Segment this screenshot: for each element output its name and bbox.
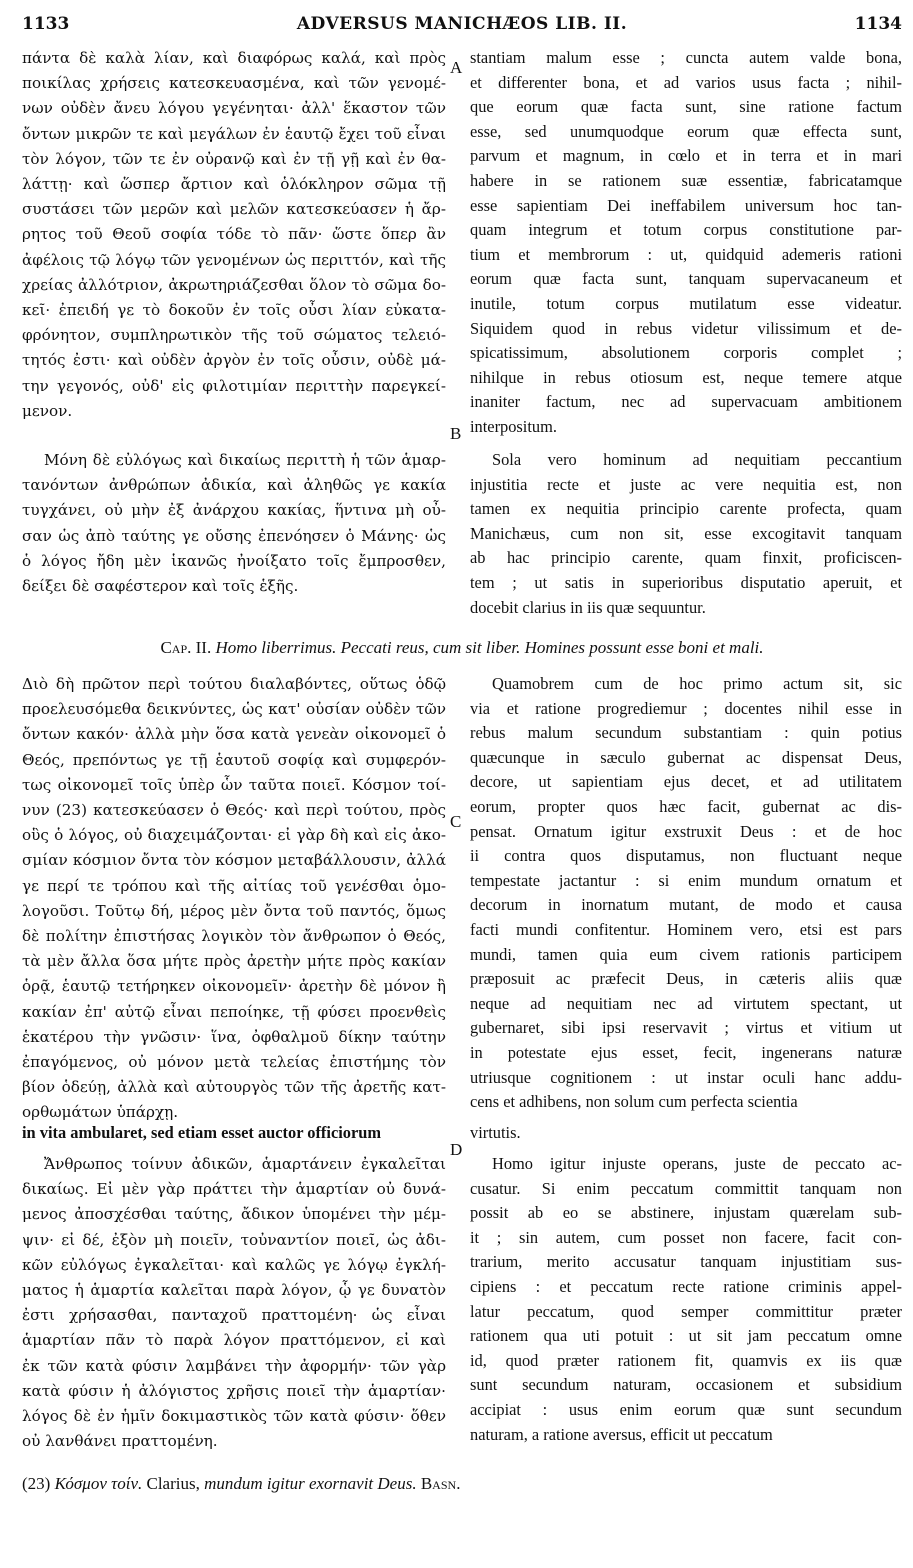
greek-column-4 [22,1152,446,1454]
running-header [22,14,902,38]
page-number-left: 1133 [22,14,70,34]
text-line: ἐκ τῶν κατὰ φύσιν λαμβάνει τὴν ἀφορμήν· τῶν γὰρ [22,1356,446,1375]
margin-marker-b: B [450,424,462,443]
greek-column-1 [22,46,446,424]
text-line: Θεός, πρεπόντως γε τῇ ἑαυτοῦ σοφίᾳ καὶ συμφερόν- [22,750,446,769]
text-line: rebus malum secundum substantiam : quin potius [470,723,902,743]
text-line: rationem qua uti potuit : ut sit jam peccatum omne [470,1326,902,1346]
text-line: Homo igitur injuste operans, juste de peccato ac- [492,1154,902,1173]
text-line: ματος ἡ ἁμαρτία καλεῖται παρὰ λόγον, ᾧ γε δυνατὸν [22,1281,446,1300]
text-line: parvum et magnum, in cœlo et in terra et in mari [470,146,902,166]
text-line: cens et adhibens, non solum cum perfecta scientia [470,1092,798,1112]
text-line: sunt secundum naturam, occasionem et subsidium [470,1375,902,1395]
text-line: Siquidem quod in rebus videtur vilissimum et de- [470,318,902,338]
spanning-line-left: in vita ambularet, sed etiam esset auctor officiorum [22,1123,382,1142]
text-line: τὰ μὲν ἄλλα ὅσα μήτε πρὸς ἀρετὴν μήτε πρὸς κακίαν [22,952,446,971]
text-line: tamen ex nequitia principio carente profecta, quam [470,499,902,519]
margin-marker-d: D [450,1140,463,1159]
chapter-summary: Homo liberrimus. Peccati reus, cum sit liber. Homines possunt esse boni et mali. [215,638,764,657]
text-line: Quamobrem cum de hoc primo actum sit, sic [492,674,902,693]
text-line: ρητος τοῦ Θεοῦ σοφία τόδε τὸ πᾶν· ὥστε ὅπερ ἂν [22,225,446,244]
text-line: id, quod præter rationem fit, quamvis ex iis quæ [470,1350,902,1370]
text-line: ὄντων κακόν· ἀλλὰ μὴν ὅσα κατὰ γενεὰν οἰκονομεῖ ὁ [22,725,446,744]
text-line: βίον ὁδεύῃ, ἀλλὰ καὶ αὐτουργὸς τῶν τῆς ἀρετῆς κατ- [22,1078,446,1097]
text-line: νυν (23) κατεσκεύασεν ὁ Θεός· καὶ περὶ τούτου, πρὸς [22,801,446,820]
text-line: νων οὐδὲν ἄνευ λόγου γεγένηται· ἀλλ' ἕκαστον τῶν [22,99,446,118]
text-line: injustitia recte et juste ac vere nequitia est, non [470,474,902,494]
text-line: quæcunque in sæculo gubernat ac dispensat Deus, [470,747,902,767]
text-line: φρόνητον, συμπληρωτικὸν τῆς τοῦ σώματος τελειό- [22,326,446,345]
margin-marker-a: A [450,58,463,77]
text-line: ἐστι χρήσασθαι, πανταχοῦ πραττομένη· ὡς εἶναι [22,1306,446,1325]
text-line: nihilque in rebus otiosum est, neque temere atque [470,367,902,387]
text-line: την γεγονός, οὐδ' εἰς φιλοτιμίαν περιττὴν παρεγκεί- [22,376,446,395]
text-line: it ; sin autem, cum posset non facere, facit con- [470,1227,902,1247]
text-line: τὸν λόγον, τῶν τε ἐν οὐρανῷ καὶ ἐν τῇ γῇ καὶ ἐν θα- [22,149,446,168]
text-line: neque ad nequitiam nec ad virtutem spectant, ut [470,993,902,1013]
running-title: ADVERSUS MANICHÆOS LIB. II. [296,14,628,34]
text-line: mundi, tamen quia eum civem rationis participem [470,944,902,964]
text-line: in potestate ejus esset, fecit, ingenerans naturæ [470,1042,902,1062]
text-line: ὁρᾷ, ἑαυτῷ τετήρηκεν οἰκονομεῖν· ἀρετὴν δὲ μόνον ἢ [22,977,446,996]
text-line: πάντα δὲ καλὰ λίαν, καὶ διαφόρως καλά, καὶ πρὸς [22,49,446,67]
text-line: habere in se rationem suæ essentiæ, fabricatamque [470,170,902,190]
text-line: tium et membrorum : ut, quidquid ademeris rationi [470,244,902,264]
text-line: ὁ λόγος ἤδη μὲν ἱκανῶς ἠνοίξατο τοῖς ἔμπροσθεν, [22,551,446,570]
text-line: naturam, a ratione aversus, efficit ut peccatum [470,1424,773,1444]
text-line: decore, ut sapientiam ejus decet, et ad utilitatem [470,772,902,792]
text-line: οὓς ὁ λόγος, οὐ διαχειμάζονται· εἰ γὰρ δὴ καὶ εἰς ἀκο- [22,826,446,845]
footnote-greek: Κόσμον τοίν. [54,1474,143,1493]
text-line: præposuit ac præfecit Deus, in cæteris aliis quæ [470,969,902,989]
text-line: et differenter bona, et ad varios usus facta ; nihil- [470,72,902,92]
text-line: ἐπαγόμενος, οὐ μόνον μετὰ τελείας ἐπιστήμης τὸν [22,1053,446,1072]
text-line: χρείας ἀλλότριον, ἀκρωτηριάζεσθαι ὅλον τὸ σῶμα δο- [22,275,446,294]
text-line: κεῖ· ἐπειδή γε τὸ δοκοῦν ἐν τοῖς οὖσι λίαν εὐκατα- [22,301,446,320]
text-line: δὲ πολίτην ἐπιστήσας λογικὸν τὸν ἄνθρωπον ὁ Θεός, [22,927,446,946]
footnote-source: Basn. [420,1474,461,1493]
text-line: utriusque cognitionem : ut instar oculi hanc addu- [470,1067,902,1087]
latin-column-3 [470,672,902,1115]
text-line: esse sapientiam Dei ineffabilem universum hoc tan- [470,195,902,215]
text-line: eorum quæ facta sunt, tanquam supervacaneum et [470,269,902,289]
text-line: ψιν· εἰ δέ, ἐξὸν μὴ ποιεῖν, τοὐναντίον ποιεῖ, ὡς ἀδι- [22,1230,446,1249]
text-line: accipiat : usus enim eorum quæ sunt secundum [470,1399,902,1419]
text-line: stantiam malum esse ; cuncta autem valde bona, [470,48,902,67]
text-line: λάττῃ· καὶ ὥσπερ ἄρτιον καὶ ὁλόκληρον σῶμα τῇ [22,175,446,194]
text-line: δείξει δὲ σαφέστερον καὶ τοῖς ἑξῆς. [22,577,299,596]
latin-column-2 [470,448,902,620]
footnote-italic: mundum igitur exornavit Deus. [204,1474,417,1493]
text-line: possit ab eo se abstinere, injustam quærelam sub- [470,1203,902,1223]
text-line: ii contra quos disputamus, non fluctuant neque [470,846,902,866]
text-line: ἀφέλοις τῷ λόγῳ τῶν γενομένων ὡς περιττόν, καὶ τῆς [22,250,446,269]
text-line: gubernaret, sibi ipsi reservavit ; virtus et vitium ut [470,1018,902,1038]
text-line: esse, sed unumquodque eorum quæ effecta sunt, [470,121,902,141]
text-line: μενος ἀποσχέσθαι ταύτης, ἄδικον ὑπομένει τὴν μέμ- [22,1205,446,1224]
text-line: κῶν εὐλόγως ἐγκαλεῖται· καὶ καλῶς γε λόγῳ ἐγκλή- [22,1255,446,1274]
text-line: facti mundi confitentur. Hominem vero, etsi est pars [470,919,902,939]
text-line: σμίαν κόσμιον ὄντα τὸν κόσμον μεταβάλλουσιν, ἀλλά [22,851,446,870]
text-line: κατὰ φύσιν ἡ ἀλόγιστος χρῆσις ποιεῖ τὴν ἁμαρτίαν· [22,1381,446,1400]
text-line: que eorum quæ facta sunt, sine ratione factum [470,97,902,117]
greek-column-3 [22,672,446,1126]
chapter-heading [22,638,902,658]
text-line: quam integrum et totum corpus constitutione par- [470,220,902,240]
text-line: ποικίλας χρήσεις κατεσκευασμένα, καὶ τῶν γενομέ- [22,74,446,93]
text-line: λογοῦσι. Τοῦτῳ δή, μέρος μὲν ὄντα τοῦ παντός, ὅμως [22,901,446,920]
text-line: tempestate jactantur : si enim mundum ornatum et [470,870,902,890]
text-line: cusatur. Si enim peccatum committit tanquam non [470,1178,902,1198]
text-line: inutile, totum corpus mutilatum esse videatur. [470,293,902,313]
text-line: ἑκατέρου τὴν γνῶσιν· ἵνα, ὀφθαλμοῦ δίκην ταύτην [22,1027,446,1046]
text-line: eorum, propter quos hæc facit, gubernat ac dis- [470,796,902,816]
chapter-number: Cap. II. [160,638,212,657]
text-line: σαν ὡς ἀπὸ ταύτης γε οὔσης ἐπενόησεν ὁ Μάνης· ὡς [22,526,446,545]
text-line: Sola vero hominum ad nequitiam peccantium [492,450,902,469]
text-line: τως οἰκονομεῖ τοῖς ὑπὲρ ὧν ταῦτα ποιεῖ. Κόσμον τοί- [22,775,446,794]
text-line: via et ratione progrediemur ; docentes nihil esse in [470,698,902,718]
text-line: spicatissimum, absolutionem corporis complet ; [470,343,902,363]
text-line: προελευσόμεθα δεικνύντες, ὡς κατ' οὐσίαν οὐδὲν τῶν [22,700,446,719]
text-line: οὐ λανθάνει πραττομένη. [22,1432,218,1451]
text-line: γε περί τε τρόπου καὶ τῆς αἰτίας τοῦ γενέσθαι ὁμο- [22,876,446,895]
text-line: κακίαν ἐπ' αὐτῷ εἶναι πεποίηκε, τῇ φύσει προενθεὶς [22,1002,446,1021]
text-line: Ἄνθρωπος τοίνυν ἀδικῶν, ἁμαρτάνειν ἐγκαλεῖται [44,1155,446,1173]
text-line: συστάσει τῶν μερῶν καὶ μελῶν κατεσκεύασεν ἡ ἄρ- [22,200,446,219]
text-line: Manichæus, cum non sit, esse excogitavit tanquam [470,523,902,543]
text-line: τυγχάνει, οὐ μὴν ἐξ ἀνάρχου κακίας, ἥντινα μὴ οὖ- [22,501,446,520]
page-number-right: 1134 [854,14,902,34]
text-line: pensat. Ornatum igitur exstruxit Deus : et de hoc [470,821,902,841]
footnote-number: (23) [22,1474,51,1493]
text-line: δικαίως. Εἰ μὲν γὰρ πράττει τὴν ἁμαρτίαν οὐ δυνά- [22,1180,446,1199]
text-line: tem ; ut satis in superioribus disputatio aperuit, et [470,572,902,592]
text-line: λόγος δὲ ἐν ἡμῖν δοκιμαστικὸς τῶν κατὰ φύσιν· ὅθεν [22,1407,446,1426]
text-line: inaniter factum, nec ad supervacuam ambitionem [470,392,902,412]
margin-marker-c: C [450,812,462,831]
latin-column-4 [470,1152,902,1447]
text-line: latur peccatum, quod semper committitur præter [470,1301,902,1321]
footnote-text: Clarius, [146,1474,200,1493]
text-line: interpositum. [470,416,557,436]
text-line: ορθωμάτων ὑπάρχῃ. [22,1103,179,1122]
text-line: trarium, merito accusatur tanquam injustitiam sus- [470,1252,902,1272]
spanning-line-right: virtutis. [470,1123,521,1142]
text-line: τανόντων ἀνθρώπων ἀδικία, καὶ ἀληθῶς γε κακία [22,476,446,495]
text-line: ab hac principio carente, quam finxit, proficiscen- [470,548,902,568]
text-line: docebit clarius in iis quæ sequuntur. [470,597,706,617]
text-line: τητός ἐστι· καὶ οὐδὲν ἀργὸν ἐν τοῖς οὖσιν, οὐδὲ μά- [22,351,446,370]
text-line: cipiens : et peccatum recte ratione criminis appel- [470,1276,902,1296]
greek-column-2 [22,448,446,599]
latin-column-1 [470,46,902,440]
text-line: Μόνη δὲ εὐλόγως καὶ δικαίως περιττὴ ἡ τῶν ἁμαρ- [44,451,446,469]
text-line: decorum in inornatum mutant, de modo et causa [470,895,902,915]
text-line: ὄντων μικρῶν τε καὶ μεγάλων ἐν ἑαυτῷ ἔχει τοῦ εἶναι [22,124,446,143]
footnote [22,1474,460,1494]
text-line: μενον. [22,401,73,420]
text-line: Διὸ δὴ πρῶτον περὶ τούτου διαλαβόντες, οὕτως ὁδῷ [22,675,446,693]
text-line: ἁμαρτίαν πᾶν τὸ παρὰ λόγον πραττόμενον, εἰ καὶ [22,1331,446,1350]
